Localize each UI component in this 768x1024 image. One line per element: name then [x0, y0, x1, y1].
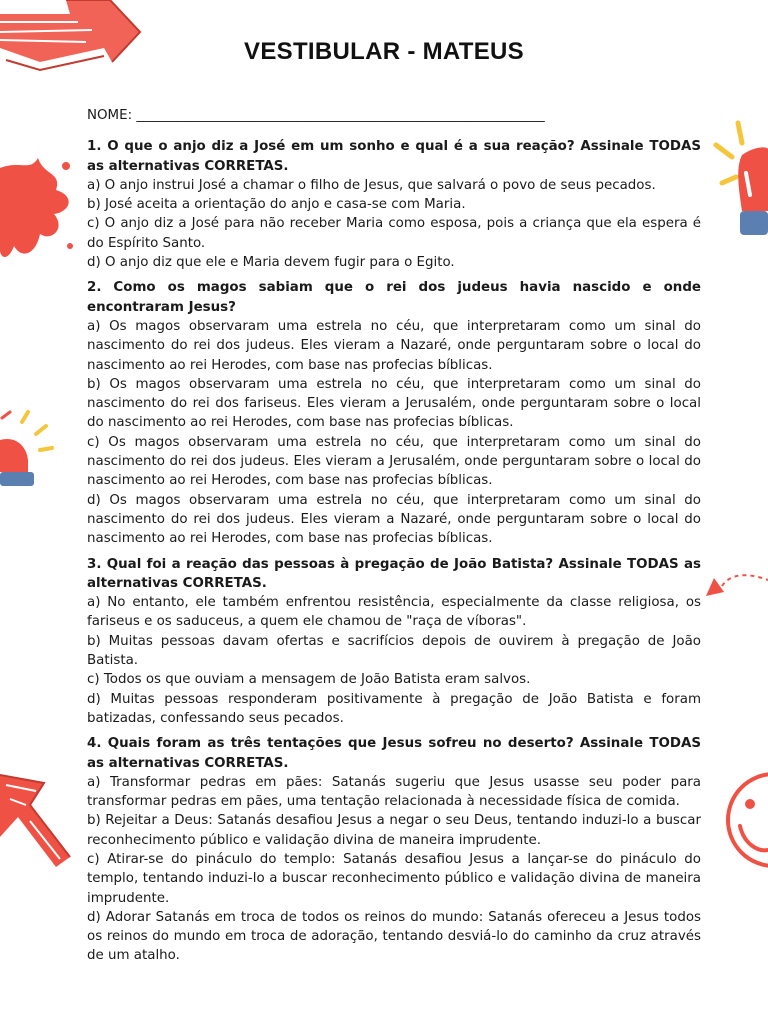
question-2: [87, 278, 701, 548]
splat-icon: [0, 150, 80, 270]
question-2-option-b: b) Os magos observaram uma estrela no céu, que interpretaram como um sinal do nascimento do rei dos fariseus. Eles vieram a Jerusalém, onde perguntaram sobre o local do nascimento ao rei Herodes, com base nas profecias bíblicas.: [87, 376, 701, 431]
question-2-option-c: c) Os magos observaram uma estrela no céu, que interpretaram como um sinal do nascimento do rei dos judeus. Eles vieram a Jerusalém, onde perguntaram sobre o local do nascimento ao rei Herodes, com base nas profecias bíblicas.: [87, 434, 701, 489]
question-4-option-b: b) Rejeitar a Deus: Satanás desafiou Jesus a negar o seu Deus, tentando induzi-lo a buscar reconhecimento público e validação divina de maneira imprudente.: [87, 813, 701, 848]
question-3-option-c: c) Todos os que ouviam a mensagem de João Batista eram salvos.: [87, 672, 531, 688]
question-2-prompt: 2. Como os magos sabiam que o rei dos judeus havia nascido e onde encontraram Jesus?: [87, 280, 701, 315]
question-2-option-d: d) Os magos observaram uma estrela no céu, que interpretaram como um sinal do nascimento do rei dos judeus. Eles vieram a Nazaré, onde perguntaram sobre o local do nascimento ao rei Herodes, com base nas profecias bíblicas.: [87, 492, 701, 547]
smiley-icon: [712, 760, 768, 880]
worksheet-content: [87, 106, 701, 972]
question-4-prompt: 4. Quais foram as três tentações que Jesus sofreu no deserto? Assinale TODAS as alternativas CORRETAS.: [87, 736, 701, 771]
arrow-doodle-left-icon: [0, 765, 80, 870]
siren-right-icon: [712, 115, 768, 245]
question-3-option-d: d) Muitas pessoas responderam positivamente à pregação de João Batista e foram batizadas, confessando seus pecados.: [87, 691, 701, 726]
question-4: [87, 734, 701, 966]
question-1-option-a: a) O anjo instrui José a chamar o filho de Jesus, que salvará o povo de seus pecados.: [87, 177, 656, 193]
question-2-option-a: a) Os magos observaram uma estrela no céu, que interpretaram como um sinal do nascimento do rei dos judeus. Eles vieram a Nazaré, onde perguntaram sobre o local do nascimento ao rei Herodes, com base nas profecias bíblicas.: [87, 318, 701, 373]
question-1-option-d: d) O anjo diz que ele e Maria devem fugir para o Egito.: [87, 255, 455, 271]
question-3: [87, 555, 701, 729]
page-title: VESTIBULAR - MATEUS: [244, 38, 524, 65]
dashed-arrow-icon: [700, 560, 768, 600]
question-1: [87, 137, 701, 272]
question-3-option-a: a) No entanto, ele também enfrentou resistência, especialmente da classe religiosa, os fariseus e os saduceus, a quem ele chamou de "raça de víboras".: [87, 595, 701, 630]
question-1-prompt: 1. O que o anjo diz a José em um sonho e qual é a sua reação? Assinale TODAS as alternativas CORRETAS.: [87, 139, 701, 174]
question-4-option-a: a) Transformar pedras em pães: Satanás sugeriu que Jesus usasse seu poder para transformar pedras em pães, uma tentação relacionada à necessidade física de comida.: [87, 774, 701, 810]
question-3-prompt: 3. Qual foi a reação das pessoas à pregação de João Batista? Assinale TODAS as alternativas CORRETAS.: [87, 556, 701, 591]
question-3-option-b: b) Muitas pessoas davam ofertas e sacrifícios depois de ouvirem à pregação de João Batista.: [87, 633, 701, 669]
question-1-option-b: b) José aceita a orientação do anjo e casa-se com Maria.: [87, 197, 466, 213]
question-4-option-d: d) Adorar Satanás em troca de todos os reinos do mundo: Satanás ofereceu a Jesus todos os reinos do mundo em troca de adoração, tentando desviá-lo do caminho da cruz através de um atalho.: [87, 909, 701, 964]
question-1-option-c: c) O anjo diz a José para não receber Maria como esposa, pois a criança que ela espera é do Espírito Santo.: [87, 216, 701, 251]
siren-left-icon: [0, 410, 60, 500]
name-field-line: NOME: _____________________________________________________________: [87, 108, 545, 123]
question-4-option-c: c) Atirar-se do pináculo do templo: Satanás desafiou Jesus a lançar-se do pináculo do templo, tentando induzi-lo a buscar reconhecimento público e validação divina de maneira imprudente.: [87, 851, 701, 906]
